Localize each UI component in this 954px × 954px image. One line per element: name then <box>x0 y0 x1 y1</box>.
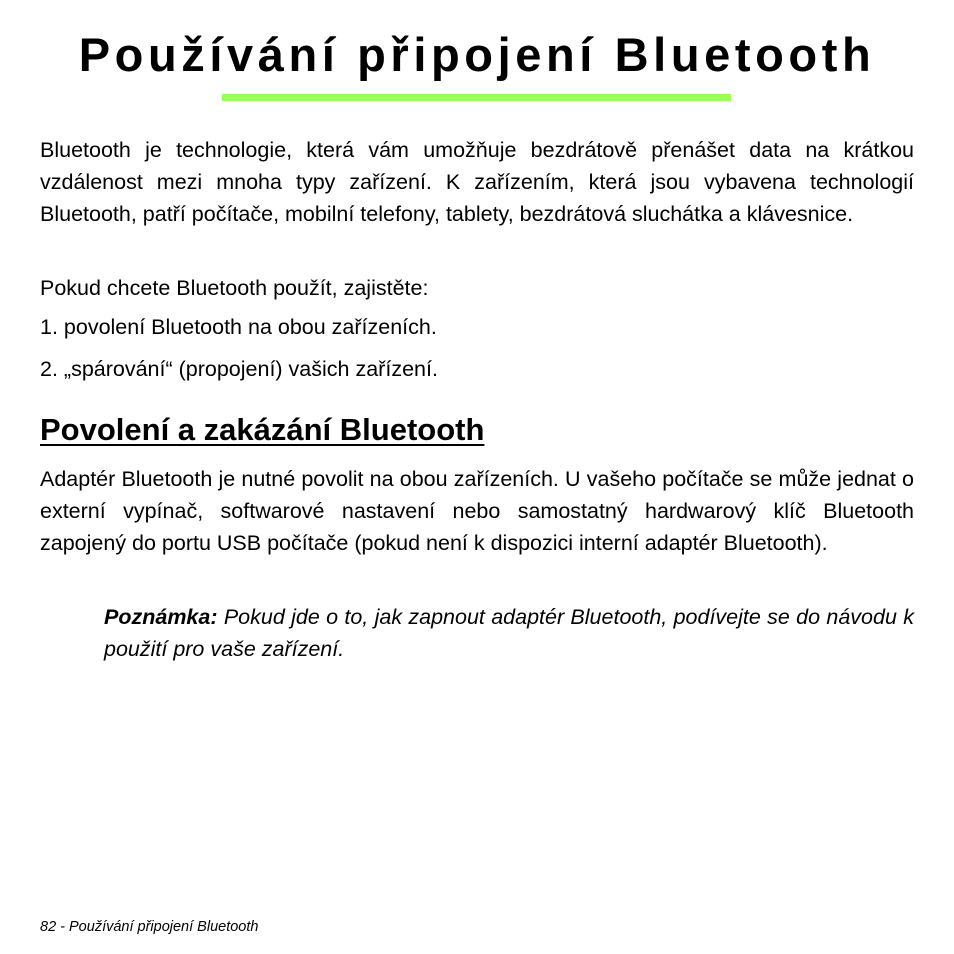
intro-paragraph: Bluetooth je technologie, která vám umožňuje bezdrátově přenášet data na krátkou vzdálenost mezi mnoha typy zařízení. K zařízením, která jsou vybavena technologií Bluetooth, patří počítače, mobilní telefony, tablety, bezdrátová sluchátka a klávesnice. <box>40 138 914 226</box>
requirement-item-2: 2. „spárování“ (propojení) vašich zařízení. <box>40 357 438 381</box>
note-text: Pokud jde o to, jak zapnout adaptér Bluetooth, podívejte se do návodu k použití pro vaše zařízení. <box>104 605 914 661</box>
page-title: Používání připojení Bluetooth <box>78 28 876 81</box>
note-block <box>104 601 914 665</box>
section-heading: Povolení a zakázání Bluetooth <box>40 412 485 447</box>
title-underline-rule <box>222 94 731 101</box>
note-label: Poznámka: <box>104 605 218 629</box>
requirements-lead-text: Pokud chcete Bluetooth použít, zajistěte: <box>40 276 429 300</box>
section-paragraph: Adaptér Bluetooth je nutné povolit na obou zařízeních. U vašeho počítače se může jednat o externí vypínač, softwarové nastavení nebo samostatný hardwarový klíč Bluetooth zapojený do portu USB počítače (pokud není k dispozici interní adaptér Bluetooth). <box>40 467 914 555</box>
requirement-item-1: 1. povolení Bluetooth na obou zařízeních. <box>40 315 437 339</box>
page-footer: 82 - Používání připojení Bluetooth <box>40 919 259 935</box>
